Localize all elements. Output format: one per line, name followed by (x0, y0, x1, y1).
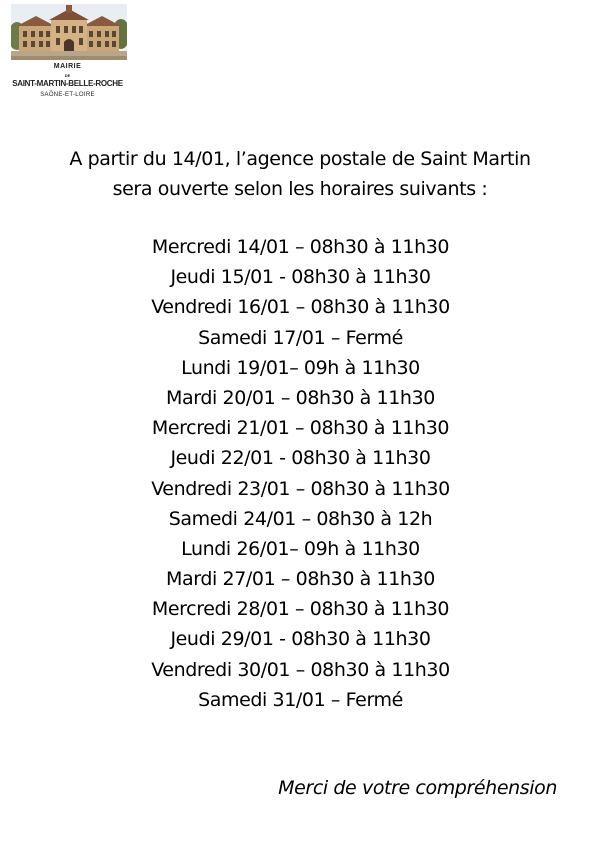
logo-department: SAÔNE-ET-LOIRE (40, 92, 95, 98)
schedule-row: Mercredi 28/01 – 08h30 à 11h30 (151, 598, 450, 621)
schedule-row: Mardi 27/01 – 08h30 à 11h30 (166, 568, 435, 591)
schedule-row: Jeudi 15/01 - 08h30 à 11h30 (170, 266, 431, 289)
schedule-row: Jeudi 22/01 - 08h30 à 11h30 (170, 447, 431, 470)
schedule-row: Vendredi 30/01 – 08h30 à 11h30 (151, 658, 450, 681)
intro-line: sera ouverte selon les horaires suivants : (112, 178, 488, 200)
schedule-row: Lundi 26/01– 09h à 11h30 (181, 537, 420, 560)
schedule-row: Mardi 20/01 – 08h30 à 11h30 (166, 386, 435, 409)
logo-preposition: DE (64, 73, 71, 78)
announcement-intro (20, 144, 580, 204)
intro-line: A partir du 14/01, l’agence postale de Saint Martin (69, 148, 531, 170)
schedule-row: Mercredi 14/01 – 08h30 à 11h30 (151, 236, 450, 258)
logo-title: MAIRIE (53, 63, 82, 70)
schedule-row: Jeudi 29/01 - 08h30 à 11h30 (170, 628, 431, 651)
town-hall-building-icon (11, 4, 127, 60)
town-hall-logo (0, 0, 135, 118)
schedule-row: Vendredi 16/01 – 08h30 à 11h30 (151, 296, 450, 319)
schedule-row: Mercredi 21/01 – 08h30 à 11h30 (151, 417, 450, 440)
schedule-row: Samedi 31/01 – Fermé (198, 688, 403, 711)
schedule-row: Samedi 17/01 – Fermé (198, 326, 403, 349)
schedule-row: Samedi 24/01 – 08h30 à 12h (168, 507, 433, 530)
opening-hours-list (0, 232, 601, 715)
schedule-row: Vendredi 23/01 – 08h30 à 11h30 (151, 477, 450, 500)
schedule-row: Lundi 19/01– 09h à 11h30 (181, 356, 420, 379)
closing-thanks: Merci de votre compréhension (278, 777, 557, 799)
logo-town-name: SAINT-MARTIN-BELLE-ROCHE (12, 79, 123, 88)
